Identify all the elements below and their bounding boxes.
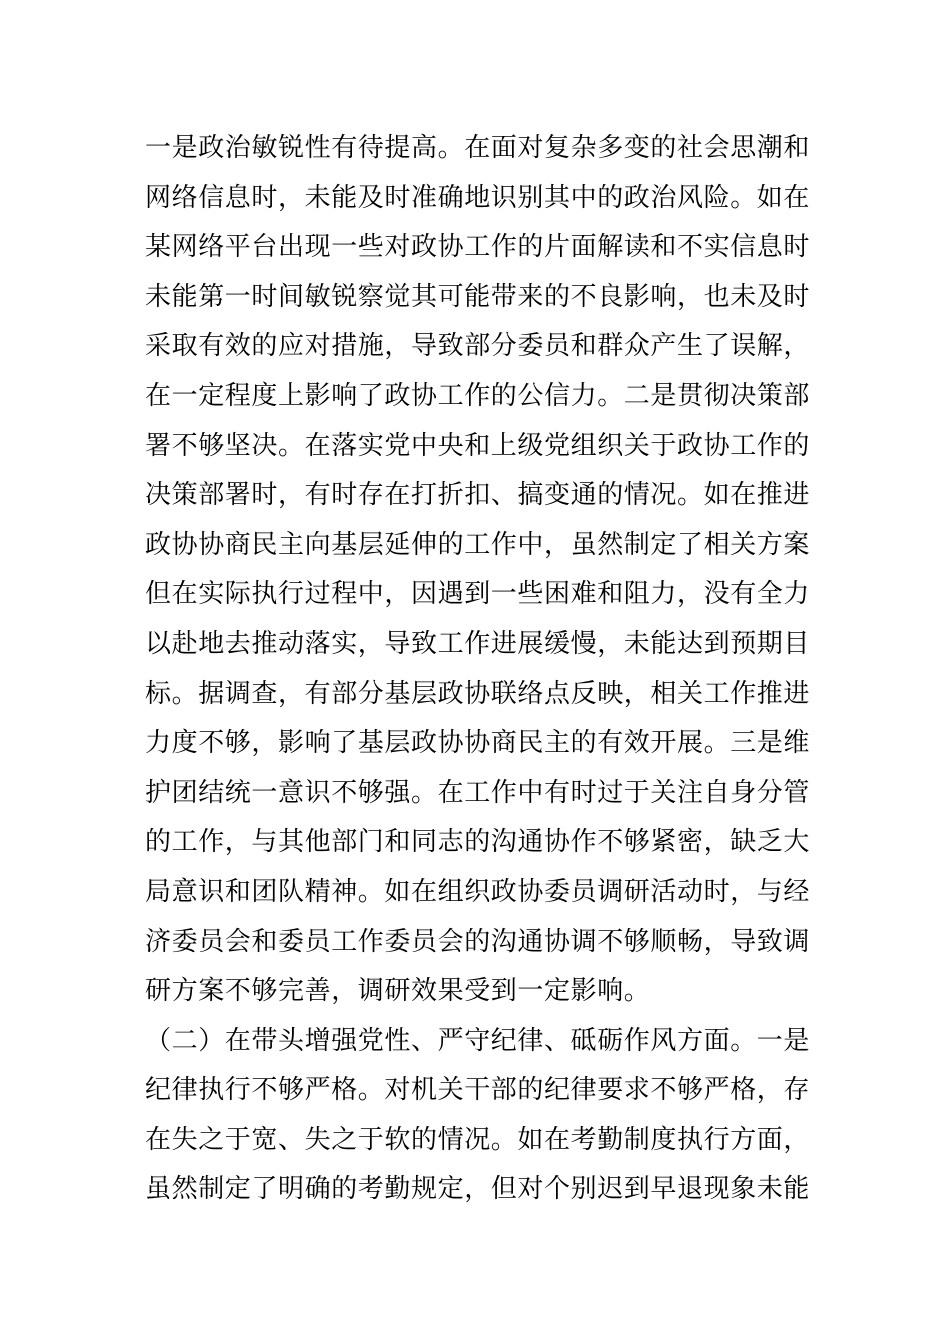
text-line: 的工作，与其他部门和同志的沟通协作不够紧密，缺乏大 — [145, 827, 811, 858]
text-line: 纪律执行不够严格。对机关干部的纪律要求不够严格，存 — [145, 1075, 811, 1106]
text-line: 决策部署时，有时存在打折扣、搞变通的情况。如在推进 — [145, 480, 811, 511]
text-line: 护团结统一意识不够强。在工作中有时过于关注自身分管 — [145, 777, 811, 808]
text-line: 以赴地去推动落实，导致工作进展缓慢，未能达到预期目 — [145, 628, 811, 659]
text-line: 济委员会和委员工作委员会的沟通协调不够顺畅，导致调 — [145, 926, 811, 957]
text-line: 但在实际执行过程中，因遇到一些困难和阻力，没有全力 — [145, 579, 811, 610]
text-line: 某网络平台出现一些对政协工作的片面解读和不实信息时 — [145, 232, 811, 263]
text-line: 在一定程度上影响了政协工作的公信力。二是贯彻决策部 — [145, 380, 811, 411]
text-line: 标。据调查，有部分基层政协联络点反映，相关工作推进 — [145, 678, 811, 709]
text-line: 网络信息时，未能及时准确地识别其中的政治风险。如在 — [145, 182, 811, 213]
text-line: 采取有效的应对措施，导致部分委员和群众产生了误解， — [145, 331, 811, 362]
text-line: 政协协商民主向基层延伸的工作中，虽然制定了相关方案 — [145, 529, 811, 560]
text-line: 在失之于宽、失之于软的情况。如在考勤制度执行方面， — [145, 1124, 811, 1155]
text-line: 力度不够，影响了基层政协协商民主的有效开展。三是维 — [145, 728, 811, 759]
text-line: 虽然制定了明确的考勤规定，但对个别迟到早退现象未能 — [145, 1174, 811, 1205]
section-heading-line: （二）在带头增强党性、严守纪律、砥砺作风方面。一是 — [145, 1025, 811, 1056]
body-text — [145, 124, 825, 1215]
text-line: 局意识和团队精神。如在组织政协委员调研活动时，与经 — [145, 876, 811, 907]
text-line: 一是政治敏锐性有待提高。在面对复杂多变的社会思潮和 — [145, 133, 811, 163]
text-line: 未能第一时间敏锐察觉其可能带来的不良影响，也未及时 — [145, 281, 811, 312]
text-line: 署不够坚决。在落实党中央和上级党组织关于政协工作的 — [145, 430, 811, 461]
text-line: 研方案不够完善，调研效果受到一定影响。 — [145, 976, 651, 1007]
